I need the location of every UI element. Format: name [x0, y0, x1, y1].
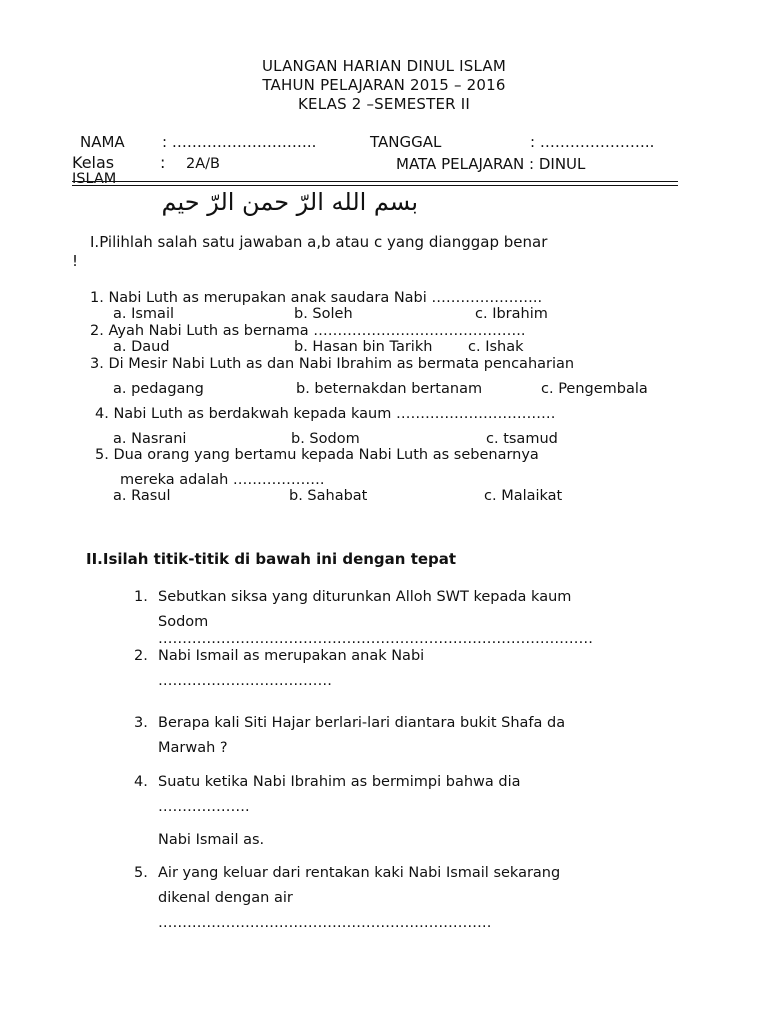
q1-option-b: b. Soleh [294, 306, 353, 322]
essay-5-answer-blank: …………………………………………………………… [158, 915, 492, 931]
mata-pelajaran-label: MATA PELAJARAN : DINUL [396, 155, 586, 173]
section1-instruction-end: ! [72, 252, 79, 270]
q5-option-b: b. Sahabat [289, 488, 368, 504]
q1-option-c: c. Ibrahim [475, 306, 548, 322]
class-semester: KELAS 2 –SEMESTER II [298, 95, 470, 113]
essay-3-number: 3. [134, 715, 148, 731]
kelas-label: Kelas [72, 153, 115, 172]
essay-4-number: 4. [134, 774, 148, 790]
q4-option-b: b. Sodom [291, 431, 360, 447]
essay-3-line2: Marwah ? [158, 740, 228, 756]
essay-1-line1: Sebutkan siksa yang diturunkan Alloh SWT kepada kaum [158, 589, 572, 605]
essay-1-line2: Sodom [158, 614, 209, 630]
question-2: 2. Ayah Nabi Luth as bernama …………………………………….. [90, 323, 526, 339]
essay-4-answer-blank: ………………. [158, 799, 250, 815]
q3-option-a: a. pedagang [113, 381, 204, 397]
essay-2-line1: Nabi Ismail as merupakan anak Nabi [158, 648, 425, 664]
essay-3-line1: Berapa kali Siti Hajar berlari-lari diantara bukit Shafa da [158, 715, 566, 731]
exam-title: ULANGAN HARIAN DINUL ISLAM [261, 57, 507, 75]
question-5: 5. Dua orang yang bertamu kepada Nabi Luth as sebenarnya [95, 447, 539, 463]
q2-option-c: c. Ishak [468, 339, 524, 355]
kelas-colon: : [160, 153, 166, 172]
essay-2-number: 2. [134, 648, 148, 664]
q2-option-b: b. Hasan bin Tarikh [294, 339, 433, 355]
essay-4-line3: Nabi Ismail as. [158, 832, 265, 848]
basmalah: بسم الله الرّ حمن الرّ حيم [161, 188, 418, 216]
essay-5-line2: dikenal dengan air [158, 890, 293, 906]
section2-instruction: II.Isilah titik-titik di bawah ini dengan tepat [86, 550, 457, 568]
essay-1-answer-blank: ……………………………………………………………………………… [158, 631, 593, 647]
question-1: 1. Nabi Luth as merupakan anak saudara Nabi ………………….. [90, 290, 543, 306]
essay-2-answer-blank: ……………………………… [158, 673, 332, 689]
nama-field[interactable]: : ……………………….. [162, 133, 317, 151]
essay-1-number: 1. [134, 589, 148, 605]
question-3: 3. Di Mesir Nabi Luth as dan Nabi Ibrahim as bermata pencaharian [90, 356, 575, 372]
q4-option-c: c. tsamud [486, 431, 558, 447]
q4-option-a: a. Nasrani [113, 431, 187, 447]
q3-option-b: b. beternakdan bertanam [296, 381, 483, 397]
q5-option-a: a. Rasul [113, 488, 171, 504]
mata-pelajaran-wrap: ISLAM [72, 171, 117, 185]
header-divider-top [72, 181, 678, 182]
q3-option-c: c. Pengembala [541, 381, 648, 397]
essay-5-number: 5. [134, 865, 148, 881]
nama-label: NAMA [80, 133, 125, 151]
school-year: TAHUN PELAJARAN 2015 – 2016 [262, 76, 506, 94]
question-5-cont: mereka adalah ………………. [120, 472, 325, 488]
header-divider-bottom [72, 185, 678, 186]
section1-instruction: I.Pilihlah salah satu jawaban a,b atau c yang dianggap benar [90, 233, 548, 251]
kelas-value: 2A/B [186, 156, 220, 172]
essay-5-line1: Air yang keluar dari rentakan kaki Nabi Ismail sekarang [158, 865, 561, 881]
q5-option-c: c. Malaikat [484, 488, 563, 504]
question-4: 4. Nabi Luth as berdakwah kepada kaum …………………………… [95, 406, 556, 422]
q2-option-a: a. Daud [113, 339, 170, 355]
essay-4-line1: Suatu ketika Nabi Ibrahim as bermimpi bahwa dia [158, 774, 521, 790]
q1-option-a: a. Ismail [113, 306, 175, 322]
tanggal-label: TANGGAL [370, 133, 442, 151]
tanggal-field[interactable]: : ………………….. [530, 133, 655, 151]
